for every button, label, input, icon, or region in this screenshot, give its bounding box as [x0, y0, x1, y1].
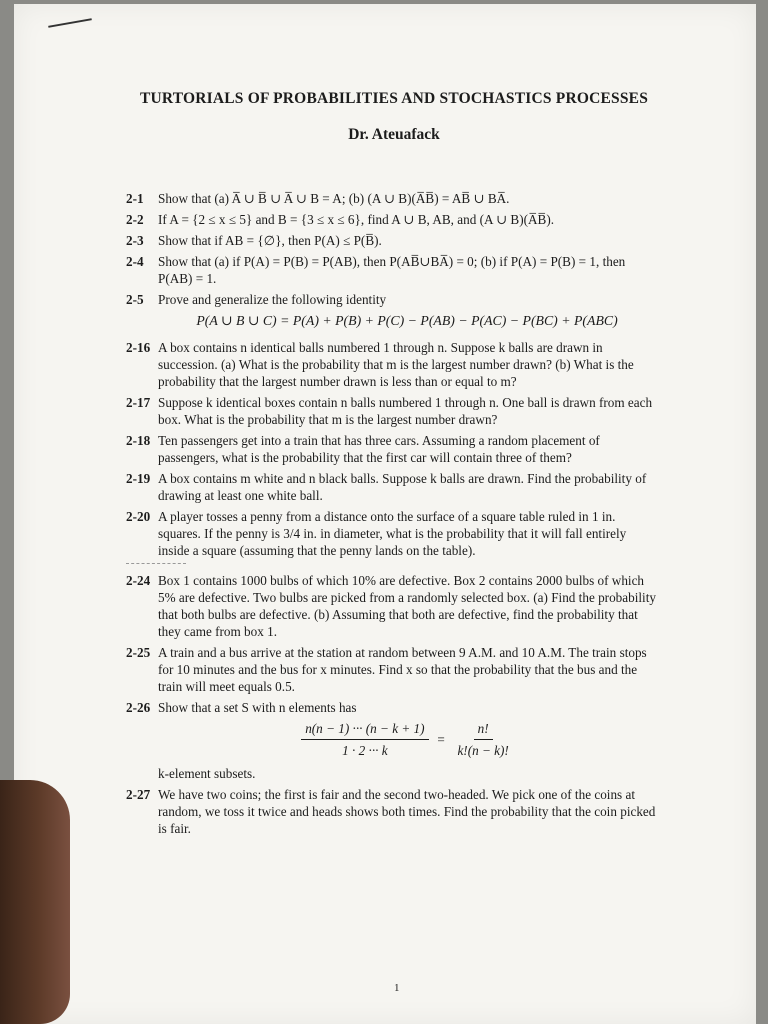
problem-number: 2-19 [126, 471, 151, 486]
problem-text: A player tosses a penny from a distance onto the surface of a square table ruled in 1 in. squares. If the penny is 3/4 in. in diameter, what is the probability that it will fall entirely inside a square (assuming that the penny lands on the table). [158, 509, 627, 558]
problem-text: Show that (a) A̅ ∪ B̅ ∪ A̅ ∪ B = A; (b) (A ∪ B)(A̅B̅) = AB̅ ∪ BA̅. [158, 191, 510, 206]
identity-equation: P(A ∪ B ∪ C) = P(A) + P(B) + P(C) − P(AB) − P(AC) − P(BC) + P(ABC) [196, 313, 618, 328]
left-numerator: n(n − 1) ··· (n − k + 1) [301, 720, 428, 740]
problem-list [126, 190, 656, 841]
problem-number: 2-18 [126, 433, 151, 448]
problem-2-16 [126, 339, 656, 390]
problem-2-1 [126, 190, 656, 207]
problem-number: 2-24 [126, 573, 151, 588]
problem-text: Box 1 contains 1000 bulbs of which 10% are defective. Box 2 contains 2000 bulbs of which 5% are defective. Two bulbs are picked from a randomly selected box. (a) Find the probability that both bulbs are defective. (b) Assuming that both are defective, find the probability that they came from box 1. [158, 573, 656, 639]
problem-2-26 [126, 699, 656, 782]
problem-2-17 [126, 394, 656, 428]
hand-holding-page [0, 780, 70, 1024]
problem-2-25 [126, 644, 656, 695]
problem-number: 2-3 [126, 233, 144, 248]
problem-text: If A = {2 ≤ x ≤ 5} and B = {3 ≤ x ≤ 6}, find A ∪ B, AB, and (A ∪ B)(A̅B̅). [158, 212, 555, 227]
problem-text: A box contains m white and n black balls. Suppose k balls are drawn. Find the probability of drawing at least one white ball. [158, 471, 647, 503]
problem-text-after: k-element subsets. [158, 766, 256, 781]
problem-number: 2-5 [126, 292, 144, 307]
right-fraction [453, 720, 512, 759]
document-author: Dr. Ateuafack [348, 126, 440, 143]
problem-2-18 [126, 432, 656, 466]
problem-2-4 [126, 253, 656, 287]
problem-2-24 [126, 572, 656, 640]
problem-2-3 [126, 232, 656, 249]
problem-number: 2-27 [126, 787, 151, 802]
document-page [14, 4, 756, 1024]
problem-number: 2-16 [126, 340, 151, 355]
left-denominator: 1 · 2 ··· k [342, 743, 388, 758]
problem-text: Prove and generalize the following identity [158, 292, 387, 307]
problem-number: 2-25 [126, 645, 151, 660]
pen-mark [48, 18, 92, 28]
problem-text: Show that a set S with n elements has [158, 700, 357, 715]
problem-number: 2-4 [126, 254, 144, 269]
problem-number: 2-20 [126, 509, 151, 524]
problem-2-5 [126, 291, 656, 335]
right-numerator: n! [474, 720, 493, 740]
problem-text: Suppose k identical boxes contain n balls numbered 1 through n. One ball is drawn from each box. What is the probability that m is the largest number drawn? [158, 395, 653, 427]
problem-2-27 [126, 786, 656, 837]
problem-text: A box contains n identical balls numbered 1 through n. Suppose k balls are drawn in succession. (a) What is the probability that m is the largest number drawn? (b) What is the probability that the largest number drawn is less than or equal to m? [158, 340, 634, 389]
document-title: TURTORIALS OF PROBABILITIES AND STOCHASTICS PROCESSES [139, 90, 649, 107]
equals-sign: = [436, 732, 446, 747]
left-fraction [301, 720, 428, 759]
problem-number: 2-2 [126, 212, 144, 227]
problem-text: Show that if AB = {∅}, then P(A) ≤ P(B̅). [158, 233, 382, 248]
binomial-equation [158, 720, 656, 759]
problem-2-19 [126, 470, 656, 504]
problem-text: We have two coins; the first is fair and the second two-headed. We pick one of the coins at random, we toss it twice and heads shows both times. Find the probability that the coin picked is fair. [158, 787, 656, 836]
problem-text: Show that (a) if P(A) = P(B) = P(AB), then P(AB̅∪BA̅) = 0; (b) if P(A) = P(B) = 1, then P(AB) = 1. [158, 254, 626, 286]
problem-number: 2-26 [126, 700, 151, 715]
problem-2-2 [126, 211, 656, 228]
problem-number: 2-1 [126, 191, 144, 206]
page-number: 1 [394, 982, 400, 994]
problem-number: 2-17 [126, 395, 151, 410]
section-divider [126, 563, 186, 564]
problem-2-20 [126, 508, 656, 559]
right-denominator: k!(n − k)! [457, 743, 509, 758]
problem-text: Ten passengers get into a train that has three cars. Assuming a random placement of passengers, what is the probability that the first car will contain three of them? [158, 433, 600, 465]
problem-text: A train and a bus arrive at the station at random between 9 A.M. and 10 A.M. The train stops for 10 minutes and the bus for x minutes. Find x so that the probability that the bus and the train will meet equals 0.5. [158, 645, 647, 694]
